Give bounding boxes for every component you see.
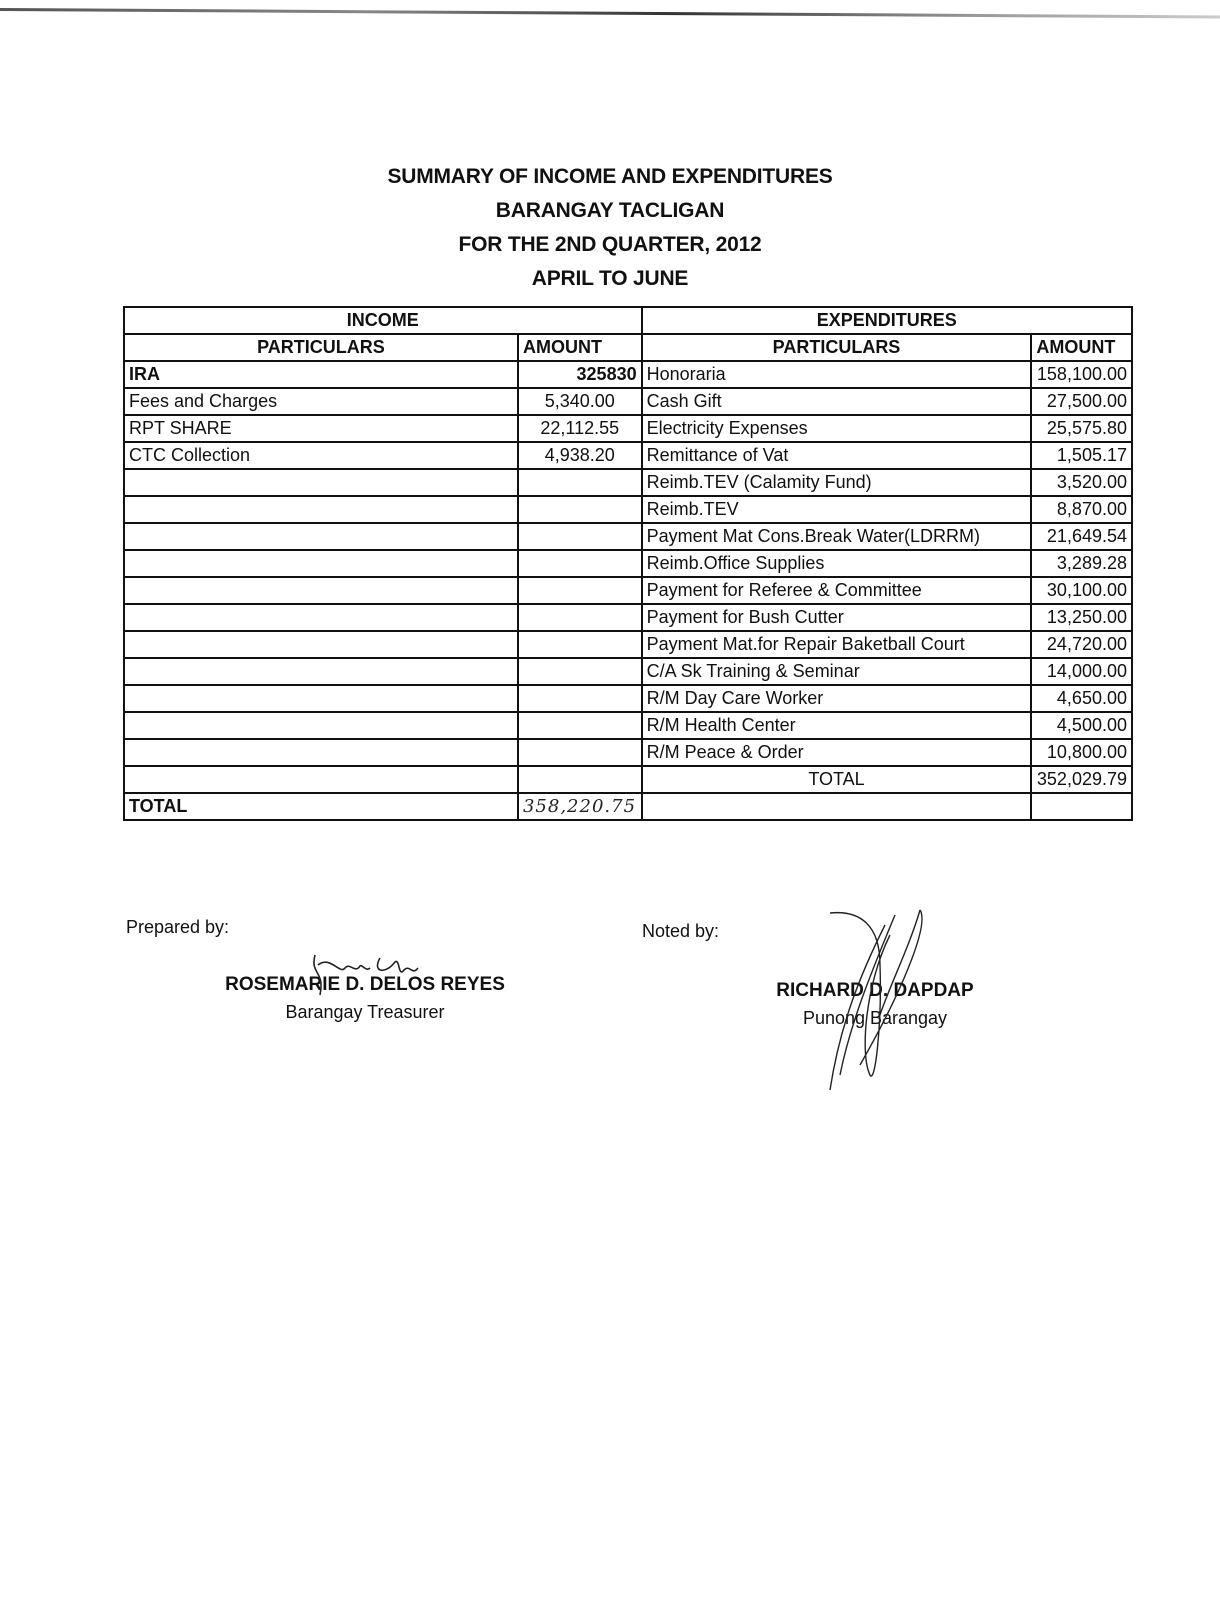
noted-by-name: RICHARD D. DAPDAP bbox=[776, 980, 974, 1001]
income-particular bbox=[124, 685, 518, 712]
empty-cell bbox=[1031, 793, 1132, 820]
title-line-2: BARANGAY TACLIGAN bbox=[495, 199, 725, 222]
income-amount bbox=[518, 604, 642, 631]
income-amount: 5,340.00 bbox=[518, 388, 642, 415]
expenditure-particular: Reimb.TEV bbox=[642, 496, 1032, 523]
expenditure-amount: 3,520.00 bbox=[1031, 469, 1132, 496]
income-amount-header: AMOUNT bbox=[518, 334, 642, 361]
income-amount bbox=[518, 631, 642, 658]
income-amount bbox=[518, 712, 642, 739]
income-particular bbox=[124, 496, 518, 523]
income-amount bbox=[518, 523, 642, 550]
income-total-handwritten: 358,220.75 bbox=[518, 793, 642, 820]
expenditure-amount: 24,720.00 bbox=[1031, 631, 1132, 658]
income-heading: INCOME bbox=[124, 307, 642, 334]
expenditure-particular: Reimb.Office Supplies bbox=[642, 550, 1032, 577]
table-row bbox=[124, 685, 1132, 712]
column-header-row bbox=[124, 334, 1132, 361]
expenditure-amount: 30,100.00 bbox=[1031, 577, 1132, 604]
expenditures-heading: EXPENDITURES bbox=[642, 307, 1132, 334]
empty-cell bbox=[518, 766, 642, 793]
expenditure-amount: 14,000.00 bbox=[1031, 658, 1132, 685]
table-row bbox=[124, 577, 1132, 604]
table-row bbox=[124, 604, 1132, 631]
income-amount bbox=[518, 577, 642, 604]
expenditure-particular: R/M Day Care Worker bbox=[642, 685, 1032, 712]
income-particular bbox=[124, 712, 518, 739]
treasurer-signature-icon bbox=[300, 950, 440, 1000]
income-amount bbox=[518, 550, 642, 577]
income-particular: RPT SHARE bbox=[124, 415, 518, 442]
expenditure-particular: Payment for Bush Cutter bbox=[642, 604, 1032, 631]
income-total-row bbox=[124, 793, 1132, 820]
income-particular bbox=[124, 658, 518, 685]
income-amount bbox=[518, 739, 642, 766]
income-particular bbox=[124, 550, 518, 577]
income-particular bbox=[124, 577, 518, 604]
expenditure-amount: 10,800.00 bbox=[1031, 739, 1132, 766]
table-row bbox=[124, 442, 1132, 469]
expenditure-amount: 25,575.80 bbox=[1031, 415, 1132, 442]
income-particular: Fees and Charges bbox=[124, 388, 518, 415]
income-particular: IRA bbox=[124, 361, 518, 388]
expenditure-total-value: 352,029.79 bbox=[1031, 766, 1132, 793]
scan-edge bbox=[0, 8, 1220, 18]
punong-barangay-signature-icon bbox=[820, 905, 940, 1095]
table-row bbox=[124, 496, 1132, 523]
expenditure-particular: Cash Gift bbox=[642, 388, 1032, 415]
table-row bbox=[124, 523, 1132, 550]
expenditure-amount: 8,870.00 bbox=[1031, 496, 1132, 523]
income-particular bbox=[124, 469, 518, 496]
income-amount bbox=[518, 469, 642, 496]
expenditure-amount: 4,500.00 bbox=[1031, 712, 1132, 739]
table-row bbox=[124, 550, 1132, 577]
expenditure-amount: 4,650.00 bbox=[1031, 685, 1132, 712]
noted-by-label: Noted by: bbox=[642, 921, 720, 941]
table-row bbox=[124, 658, 1132, 685]
prepared-by-name: ROSEMARIE D. DELOS REYES bbox=[225, 974, 505, 995]
expenditure-total-row bbox=[124, 766, 1132, 793]
income-amount: 22,112.55 bbox=[518, 415, 642, 442]
title-line-3: FOR THE 2ND QUARTER, 2012 bbox=[458, 233, 762, 256]
title-line-1: SUMMARY OF INCOME AND EXPENDITURES bbox=[387, 165, 833, 188]
expenditure-amount: 27,500.00 bbox=[1031, 388, 1132, 415]
income-amount bbox=[518, 496, 642, 523]
expenditure-amount: 3,289.28 bbox=[1031, 550, 1132, 577]
expenditure-amount: 158,100.00 bbox=[1031, 361, 1132, 388]
table-row bbox=[124, 415, 1132, 442]
income-amount: 325830 bbox=[518, 361, 642, 388]
income-particular bbox=[124, 739, 518, 766]
income-particular bbox=[124, 523, 518, 550]
expenditure-particulars-header: PARTICULARS bbox=[642, 334, 1032, 361]
prepared-by-role: Barangay Treasurer bbox=[285, 1002, 445, 1022]
expenditure-particular: Reimb.TEV (Calamity Fund) bbox=[642, 469, 1032, 496]
expenditure-particular: Payment for Referee & Committee bbox=[642, 577, 1032, 604]
table-row bbox=[124, 739, 1132, 766]
table-row bbox=[124, 469, 1132, 496]
empty-cell bbox=[124, 766, 518, 793]
income-total-label: TOTAL bbox=[124, 793, 518, 820]
section-header-row bbox=[124, 307, 1132, 334]
income-amount bbox=[518, 685, 642, 712]
title-line-4: APRIL TO JUNE bbox=[531, 267, 689, 290]
expenditure-particular: Remittance of Vat bbox=[642, 442, 1032, 469]
noted-by-role: Punong Barangay bbox=[802, 1008, 948, 1028]
expenditure-particular: Honoraria bbox=[642, 361, 1032, 388]
expenditure-particular: R/M Peace & Order bbox=[642, 739, 1032, 766]
income-amount bbox=[518, 658, 642, 685]
expenditure-particular: Payment Mat Cons.Break Water(LDRRM) bbox=[642, 523, 1032, 550]
income-particular bbox=[124, 604, 518, 631]
income-particular: CTC Collection bbox=[124, 442, 518, 469]
expenditure-amount: 21,649.54 bbox=[1031, 523, 1132, 550]
income-particulars-header: PARTICULARS bbox=[124, 334, 518, 361]
income-amount: 4,938.20 bbox=[518, 442, 642, 469]
table-row bbox=[124, 631, 1132, 658]
prepared-by-label: Prepared by: bbox=[126, 917, 230, 937]
table-row bbox=[124, 388, 1132, 415]
expenditure-particular: R/M Health Center bbox=[642, 712, 1032, 739]
income-particular bbox=[124, 631, 518, 658]
expenditure-amount: 1,505.17 bbox=[1031, 442, 1132, 469]
document-title bbox=[0, 160, 1220, 296]
expenditure-amount: 13,250.00 bbox=[1031, 604, 1132, 631]
expenditure-amount-header: AMOUNT bbox=[1031, 334, 1132, 361]
expenditure-total-label: TOTAL bbox=[642, 766, 1032, 793]
expenditure-particular: Payment Mat.for Repair Baketball Court bbox=[642, 631, 1032, 658]
expenditure-particular: Electricity Expenses bbox=[642, 415, 1032, 442]
table-row bbox=[124, 361, 1132, 388]
income-expenditure-table bbox=[123, 306, 1133, 821]
empty-cell bbox=[642, 793, 1032, 820]
expenditure-particular: C/A Sk Training & Seminar bbox=[642, 658, 1032, 685]
table-row bbox=[124, 712, 1132, 739]
